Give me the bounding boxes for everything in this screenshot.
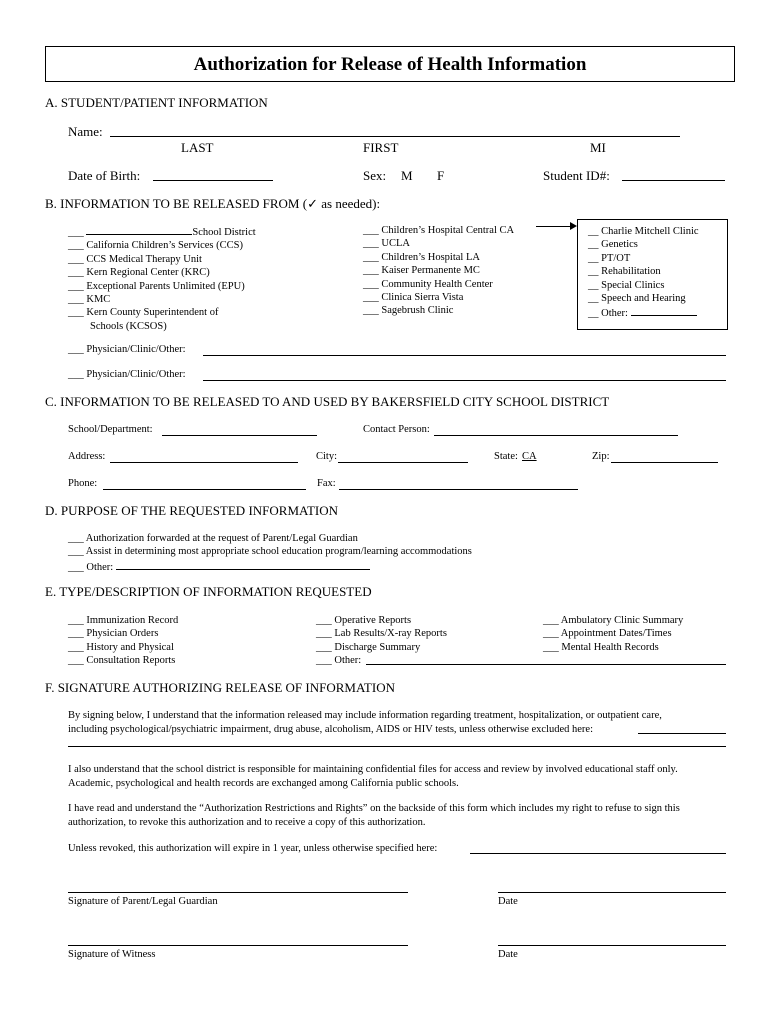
physician-1-label: ___ Physician/Clinic/Other: <box>68 344 186 355</box>
section-a-heading: A. STUDENT/PATIENT INFORMATION <box>45 95 268 110</box>
title-box <box>45 46 735 82</box>
list-item[interactable]: ___ Mental Health Records <box>543 641 659 653</box>
section-e-heading: E. TYPE/DESCRIPTION OF INFORMATION REQUESTED <box>45 584 372 599</box>
list-item[interactable]: ___ Exceptional Parents Unlimited (EPU) <box>68 280 245 292</box>
fax-field[interactable] <box>339 489 578 490</box>
section-f-heading: F. SIGNATURE AUTHORIZING RELEASE OF INFORMATION <box>45 680 395 695</box>
sex-label: Sex: <box>363 168 387 183</box>
section-b-heading <box>45 196 380 212</box>
student-id-field[interactable] <box>622 180 725 181</box>
consent-paragraph-2 <box>68 763 728 790</box>
state-label: State: <box>494 451 518 462</box>
exclusions-field[interactable] <box>638 733 726 734</box>
school-department-field[interactable] <box>162 435 317 436</box>
other-type-field[interactable] <box>366 664 726 665</box>
list-item[interactable]: ___ UCLA <box>363 238 410 250</box>
witness-signature-label: Signature of Witness <box>68 949 156 960</box>
mi-label: MI <box>590 140 606 155</box>
arrow-line <box>536 226 572 227</box>
sex-m-option[interactable]: M <box>401 168 413 183</box>
exclusions-field-line-2[interactable] <box>68 746 726 747</box>
list-item[interactable]: ___ Kaiser Permanente MC <box>363 265 480 277</box>
dob-label: Date of Birth: <box>68 168 141 183</box>
list-item[interactable]: ___ Lab Results/X-ray Reports <box>316 628 447 640</box>
name-field[interactable] <box>110 136 680 137</box>
info-type-list-2 <box>316 614 447 668</box>
physician-1-field[interactable] <box>203 355 726 356</box>
physician-2-field[interactable] <box>203 380 726 381</box>
list-item[interactable]: ___ KMC <box>68 294 111 306</box>
zip-label: Zip: <box>592 451 610 462</box>
list-item[interactable]: __ PT/OT <box>588 252 631 264</box>
list-item[interactable]: ___ Children’s Hospital Central CA <box>363 225 515 236</box>
address-field[interactable] <box>110 462 298 463</box>
list-item[interactable]: ___ CCS Medical Therapy Unit <box>68 253 202 265</box>
paragraph-line: By signing below, I understand that the information released may include information regarding treatment, hospitalization, or outpatient care, <box>68 710 662 721</box>
city-field[interactable] <box>338 462 468 463</box>
info-type-list-1 <box>68 614 178 668</box>
paragraph-line: authorization, to revoke this authorization and to receive a copy of this authorization. <box>68 816 426 828</box>
list-item[interactable]: ___ California Children’s Services (CCS) <box>68 240 243 252</box>
list-item[interactable]: ___ Appointment Dates/Times <box>543 628 672 640</box>
arrow-right-icon <box>570 222 577 230</box>
list-item[interactable]: ___ Consultation Reports <box>68 655 176 667</box>
consent-paragraph-3 <box>68 802 728 829</box>
school-district-label: School District <box>192 227 256 238</box>
list-item[interactable]: ___ Authorization forwarded at the request of Parent/Legal Guardian <box>68 533 358 544</box>
paragraph-line: including psychological/psychiatric impairment, drug abuse, alcoholism, AIDS or HIV tests, unless otherwise excluded here: <box>68 723 593 735</box>
witness-date-field[interactable] <box>498 945 726 946</box>
parent-date-label: Date <box>498 896 518 907</box>
physician-2-label: ___ Physician/Clinic/Other: <box>68 369 186 380</box>
list-item[interactable]: ___ Sagebrush Clinic <box>363 305 454 317</box>
list-item[interactable]: ___ Operative Reports <box>316 615 412 626</box>
other-label: ___ Other: <box>68 561 114 573</box>
parent-signature-label: Signature of Parent/Legal Guardian <box>68 896 218 907</box>
list-item[interactable]: ___ Assist in determining most appropriate school education program/learning accommodations <box>68 546 472 558</box>
list-item[interactable]: __ Special Clinics <box>588 279 665 291</box>
other-label: ___ Other: <box>316 655 362 667</box>
parent-signature-field[interactable] <box>68 892 408 893</box>
paragraph-line: Academic, psychological and health records are exchanged among California public schools. <box>68 777 459 789</box>
list-item[interactable]: ___ Clinica Sierra Vista <box>363 292 464 304</box>
list-item[interactable]: ___ Kern County Superintendent of <box>68 307 219 319</box>
section-b-heading-text: B. INFORMATION TO BE RELEASED FROM ( <box>45 196 308 211</box>
form-title: Authorization for Release of Health Information <box>193 54 587 75</box>
student-id-label: Student ID#: <box>543 168 610 183</box>
zip-field[interactable] <box>611 462 718 463</box>
list-item[interactable]: __ Charlie Mitchell Clinic <box>588 226 699 237</box>
list-item[interactable]: ___ History and Physical <box>68 641 174 653</box>
parent-date-field[interactable] <box>498 892 726 893</box>
expiration-text: Unless revoked, this authorization will expire in 1 year, unless otherwise specified here: <box>68 843 438 854</box>
list-item[interactable] <box>68 559 472 574</box>
list-item[interactable]: __ Genetics <box>588 239 638 251</box>
paragraph-line: I have read and understand the “Authorization Restrictions and Rights” on the backside of this form which includes my right to refuse to sign this <box>68 803 680 814</box>
section-b-heading-suffix: as needed): <box>317 196 381 211</box>
clinic-list <box>588 225 699 321</box>
other-label: __ Other: <box>588 308 628 320</box>
checkmark-icon: ✓ <box>307 196 318 211</box>
phone-label: Phone: <box>68 478 98 489</box>
list-item: Schools (KCSOS) <box>90 320 167 332</box>
name-label: Name: <box>68 124 103 139</box>
witness-signature-field[interactable] <box>68 945 408 946</box>
list-item[interactable]: ___ Immunization Record <box>68 615 179 626</box>
source-list-2 <box>363 224 514 318</box>
list-item[interactable] <box>316 654 447 667</box>
list-item[interactable]: __ Rehabilitation <box>588 266 661 278</box>
expiration-field[interactable] <box>470 853 726 854</box>
list-item[interactable]: ___ Community Health Center <box>363 278 493 290</box>
list-item[interactable]: ___ Physician Orders <box>68 628 159 640</box>
info-type-list-3 <box>543 614 683 654</box>
dob-field[interactable] <box>153 180 273 181</box>
last-label: LAST <box>181 140 214 155</box>
list-item[interactable]: ___ Kern Regional Center (KRC) <box>68 267 210 279</box>
sex-f-option[interactable]: F <box>437 168 445 183</box>
contact-person-label: Contact Person: <box>363 424 430 435</box>
section-c-heading: C. INFORMATION TO BE RELEASED TO AND USED BY BAKERSFIELD CITY SCHOOL DISTRICT <box>45 394 610 409</box>
list-item[interactable]: ___ Discharge Summary <box>316 641 421 653</box>
list-item[interactable] <box>588 305 699 320</box>
phone-field[interactable] <box>103 489 306 490</box>
purpose-list <box>68 532 472 574</box>
witness-date-label: Date <box>498 949 518 960</box>
school-department-label: School/Department: <box>68 424 153 435</box>
fax-label: Fax: <box>317 478 336 489</box>
contact-person-field[interactable] <box>434 435 678 436</box>
list-item[interactable]: __ Speech and Hearing <box>588 293 686 305</box>
list-item[interactable]: ___ Ambulatory Clinic Summary <box>543 615 684 626</box>
list-item[interactable]: ___ Children’s Hospital LA <box>363 251 480 263</box>
list-item[interactable]: ___ School District <box>68 224 256 239</box>
address-label: Address: <box>68 451 106 462</box>
city-label: City: <box>316 451 338 462</box>
paragraph-line: I also understand that the school district is responsible for maintaining confidential files for access and review by involved educational staff only. <box>68 764 678 775</box>
section-d-heading: D. PURPOSE OF THE REQUESTED INFORMATION <box>45 503 339 518</box>
first-label: FIRST <box>363 140 399 155</box>
consent-paragraph-1 <box>68 709 728 736</box>
source-list-1 <box>68 224 256 333</box>
state-value[interactable]: CA <box>522 451 537 462</box>
